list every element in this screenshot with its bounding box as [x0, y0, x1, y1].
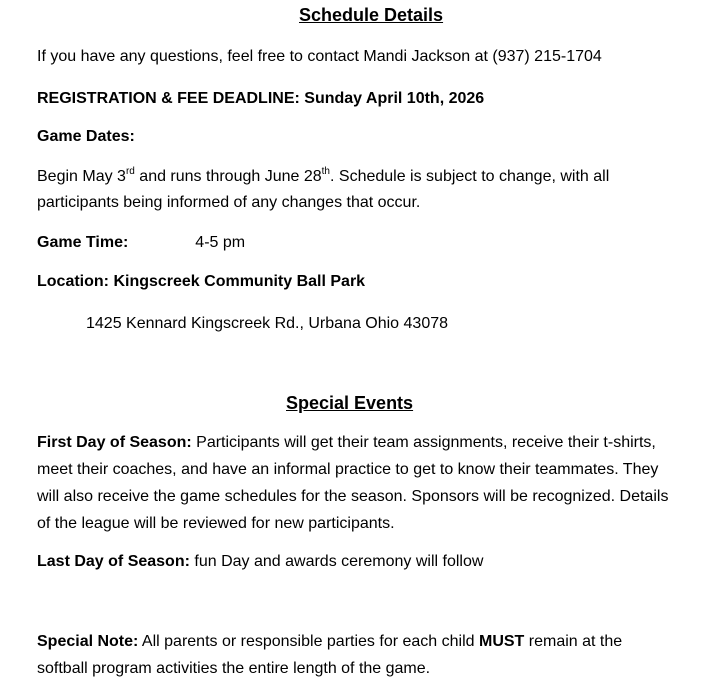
game-dates-text-a: Begin May 3 [37, 168, 126, 185]
last-day-label: Last Day of Season: [37, 553, 190, 570]
special-note-text-b: remain at the softball program activities the entire length of the game. [37, 633, 623, 677]
registration-deadline: REGISTRATION & FEE DEADLINE: Sunday April 10th, 2026 [37, 90, 485, 107]
game-dates-label: Game Dates: [37, 128, 135, 145]
first-day-paragraph [37, 429, 677, 537]
location-line: Location: Kingscreek Community Ball Park [37, 273, 366, 290]
contact-line: If you have any questions, feel free to contact Mandi Jackson at (937) 215-1704 [37, 48, 602, 65]
address-line: 1425 Kennard Kingscreek Rd., Urbana Ohio 43078 [86, 315, 449, 332]
game-dates-sup-b: th [321, 166, 330, 177]
game-dates-text-b: and runs through June 28 [134, 168, 322, 185]
last-day-row [37, 552, 483, 572]
first-day-text: Participants will get their team assignments, receive their t-shirts, meet their coaches, and have an informal practice to get to know their teammates. They will also receive the game schedules for the season. Sponsors will be recognized. Details of the league will be reviewed for new participants. [37, 434, 669, 532]
special-note-emphasis: MUST [478, 633, 525, 650]
special-note-text-a: All parents or responsible parties for each child [138, 633, 479, 650]
special-note-paragraph [37, 628, 677, 682]
first-day-label: First Day of Season: [37, 434, 192, 451]
special-note-label: Special Note: [37, 633, 139, 650]
game-time-value: 4-5 pm [195, 234, 246, 251]
game-dates-sup-a: rd [125, 166, 135, 177]
schedule-details-heading: Schedule Details [299, 5, 444, 25]
game-dates-text-continued: participants being informed of any changes that occur. [37, 194, 421, 211]
game-time-label: Game Time: [37, 234, 129, 251]
special-events-heading: Special Events [286, 393, 414, 413]
last-day-text: fun Day and awards ceremony will follow [189, 553, 484, 570]
game-dates-text-c: . Schedule is subject to change, with all [330, 168, 610, 185]
game-time-row [37, 233, 245, 253]
game-dates-text [37, 167, 609, 187]
